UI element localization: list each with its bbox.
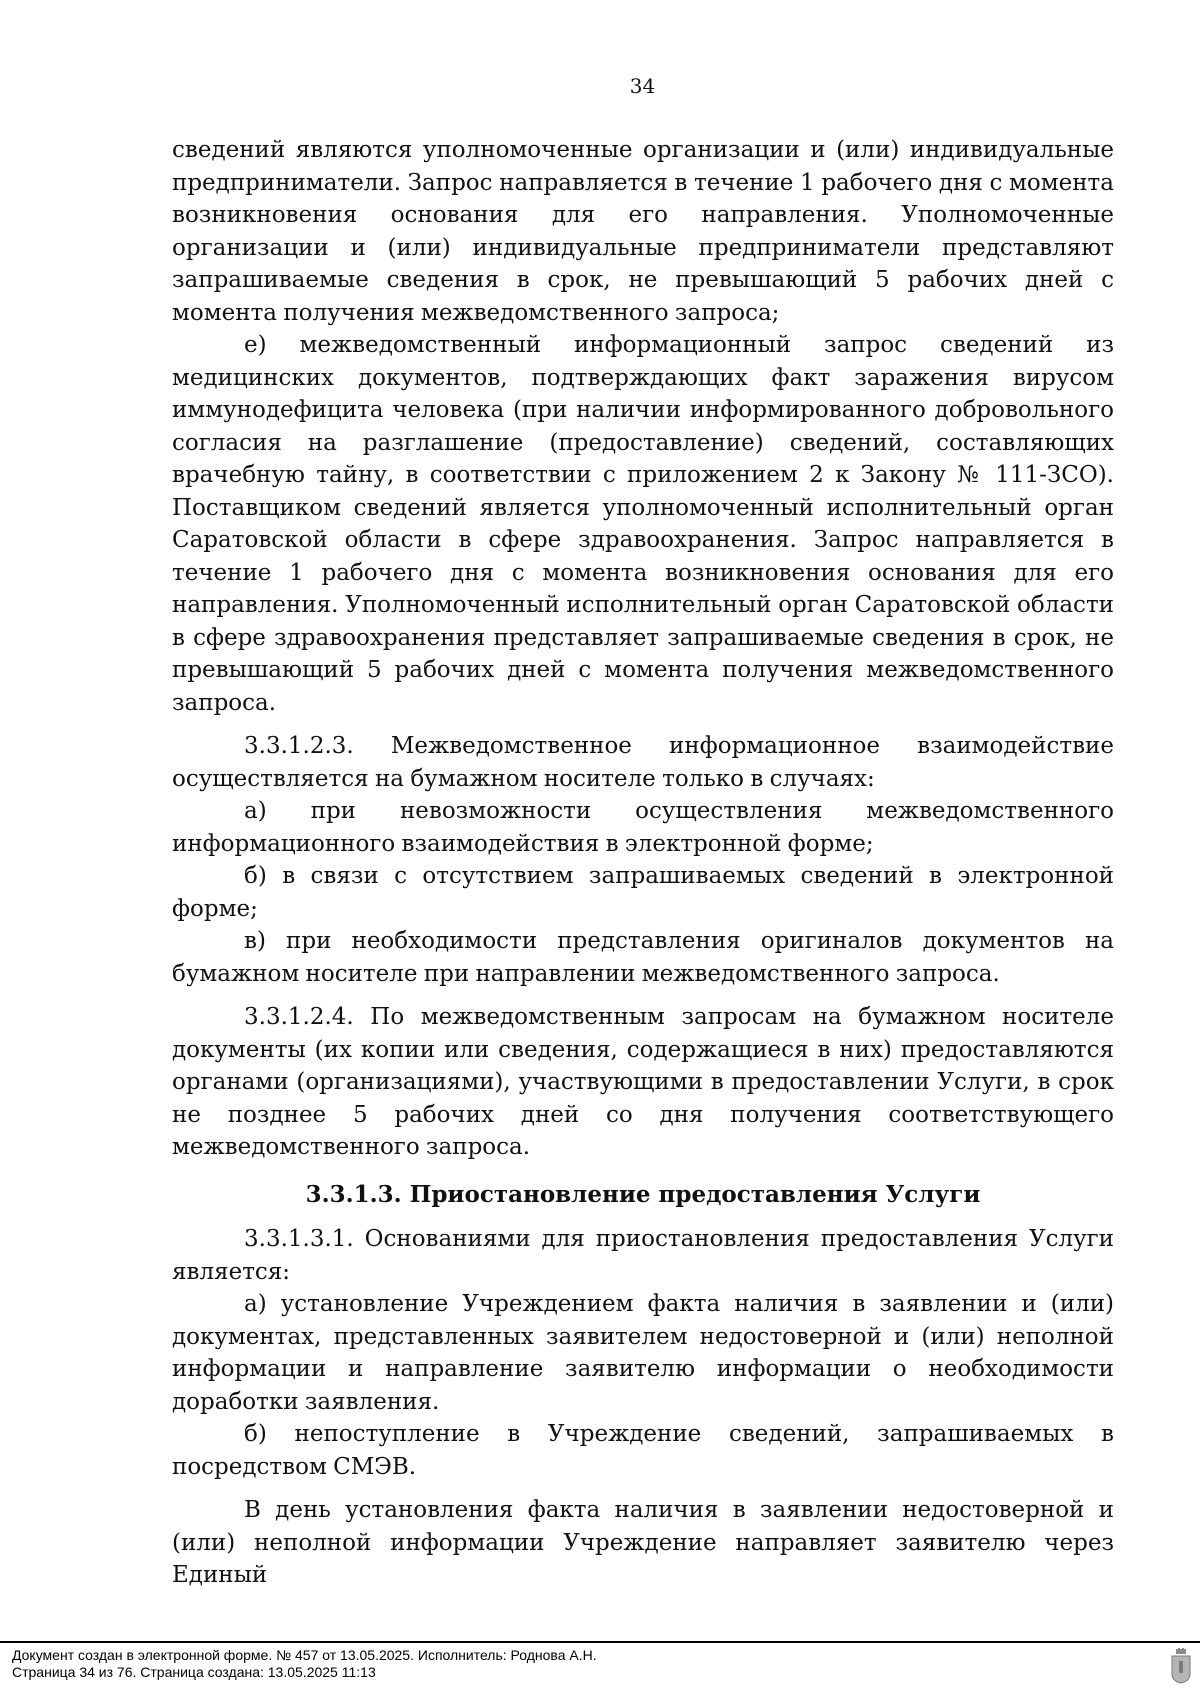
paragraph: В день установления факта наличия в заявлении недостоверной и (или) неполной информации Учреждение направляет заявителю через Единый xyxy=(172,1497,1114,1588)
paragraph: а) при невозможности осуществления межведомственного информационного взаимодействия в электронной форме; xyxy=(172,798,1114,857)
paragraph: е) межведомственный информационный запрос сведений из медицинских документов, подтверждающих факт заражения вирусом иммунодефицита человека (при наличии информированного добровольного согласия на разглашение (предоставление) сведений, составляющих врачебную тайну, в соответствии с приложением 2 к Закону № 111-ЗСО). Поставщиком сведений является уполномоченный исполнительный орган Саратовской области в сфере здравоохранения. Запрос направляется в течение 1 рабочего дня с момента возникновения основания для его направления. Уполномоченный исполнительный орган Саратовской области в сфере здравоохранения представляет запрашиваемые сведения в срок, не превышающий 5 рабочих дней с момента получения межведомственного запроса. xyxy=(172,332,1114,716)
paragraph: 3.3.1.2.3. Межведомственное информационное взаимодействие осуществляется на бумажном носителе только в случаях: xyxy=(172,733,1114,792)
paragraph: 3.3.1.3.1. Основаниями для приостановления предоставления Услуги является: xyxy=(172,1226,1114,1285)
page-number: 34 xyxy=(629,74,656,98)
paragraph: в) при необходимости представления оригиналов документов на бумажном носителе при направлении межведомственного запроса. xyxy=(172,928,1114,987)
section-heading: 3.3.1.3. Приостановление предоставления Услуги xyxy=(305,1180,981,1208)
paragraph: а) установление Учреждением факта наличия в заявлении и (или) документах, представленных заявителем недостоверной и (или) неполной информации и направление заявителю информации о необходимости доработки заявления. xyxy=(172,1291,1114,1415)
footer-divider xyxy=(0,1641,1200,1643)
footer-line-1: Документ создан в электронной форме. № 457 от 13.05.2025. Исполнитель: Роднова А.Н. xyxy=(12,1647,597,1663)
footer-line-2: Страница 34 из 76. Страница создана: 13.05.2025 11:13 xyxy=(12,1664,376,1680)
paragraph: сведений являются уполномоченные организации и (или) индивидуальные предприниматели. Запрос направляется в течение 1 рабочего дня с момента возникновения основания для его направления. Уполномоченные организации и (или) индивидуальные предприниматели представляют запрашиваемые сведения в срок, не превышающий 5 рабочих дней с момента получения межведомственного запроса; xyxy=(172,137,1114,326)
paragraph: б) непоступление в Учреждение сведений, запрашиваемых в посредством СМЭВ. xyxy=(172,1421,1114,1480)
paragraph: б) в связи с отсутствием запрашиваемых сведений в электронной форме; xyxy=(172,863,1114,922)
footer xyxy=(12,1647,597,1681)
paragraph: 3.3.1.2.4. По межведомственным запросам на бумажном носителе документы (их копии или сведения, содержащиеся в них) предоставляются органами (организациями), участвующими в предоставлении Услуги, в срок не позднее 5 рабочих дней со дня получения соответствующего межведомственного запроса. xyxy=(172,1004,1114,1160)
document-body xyxy=(172,134,1114,1592)
emblem-icon xyxy=(1170,1648,1192,1684)
